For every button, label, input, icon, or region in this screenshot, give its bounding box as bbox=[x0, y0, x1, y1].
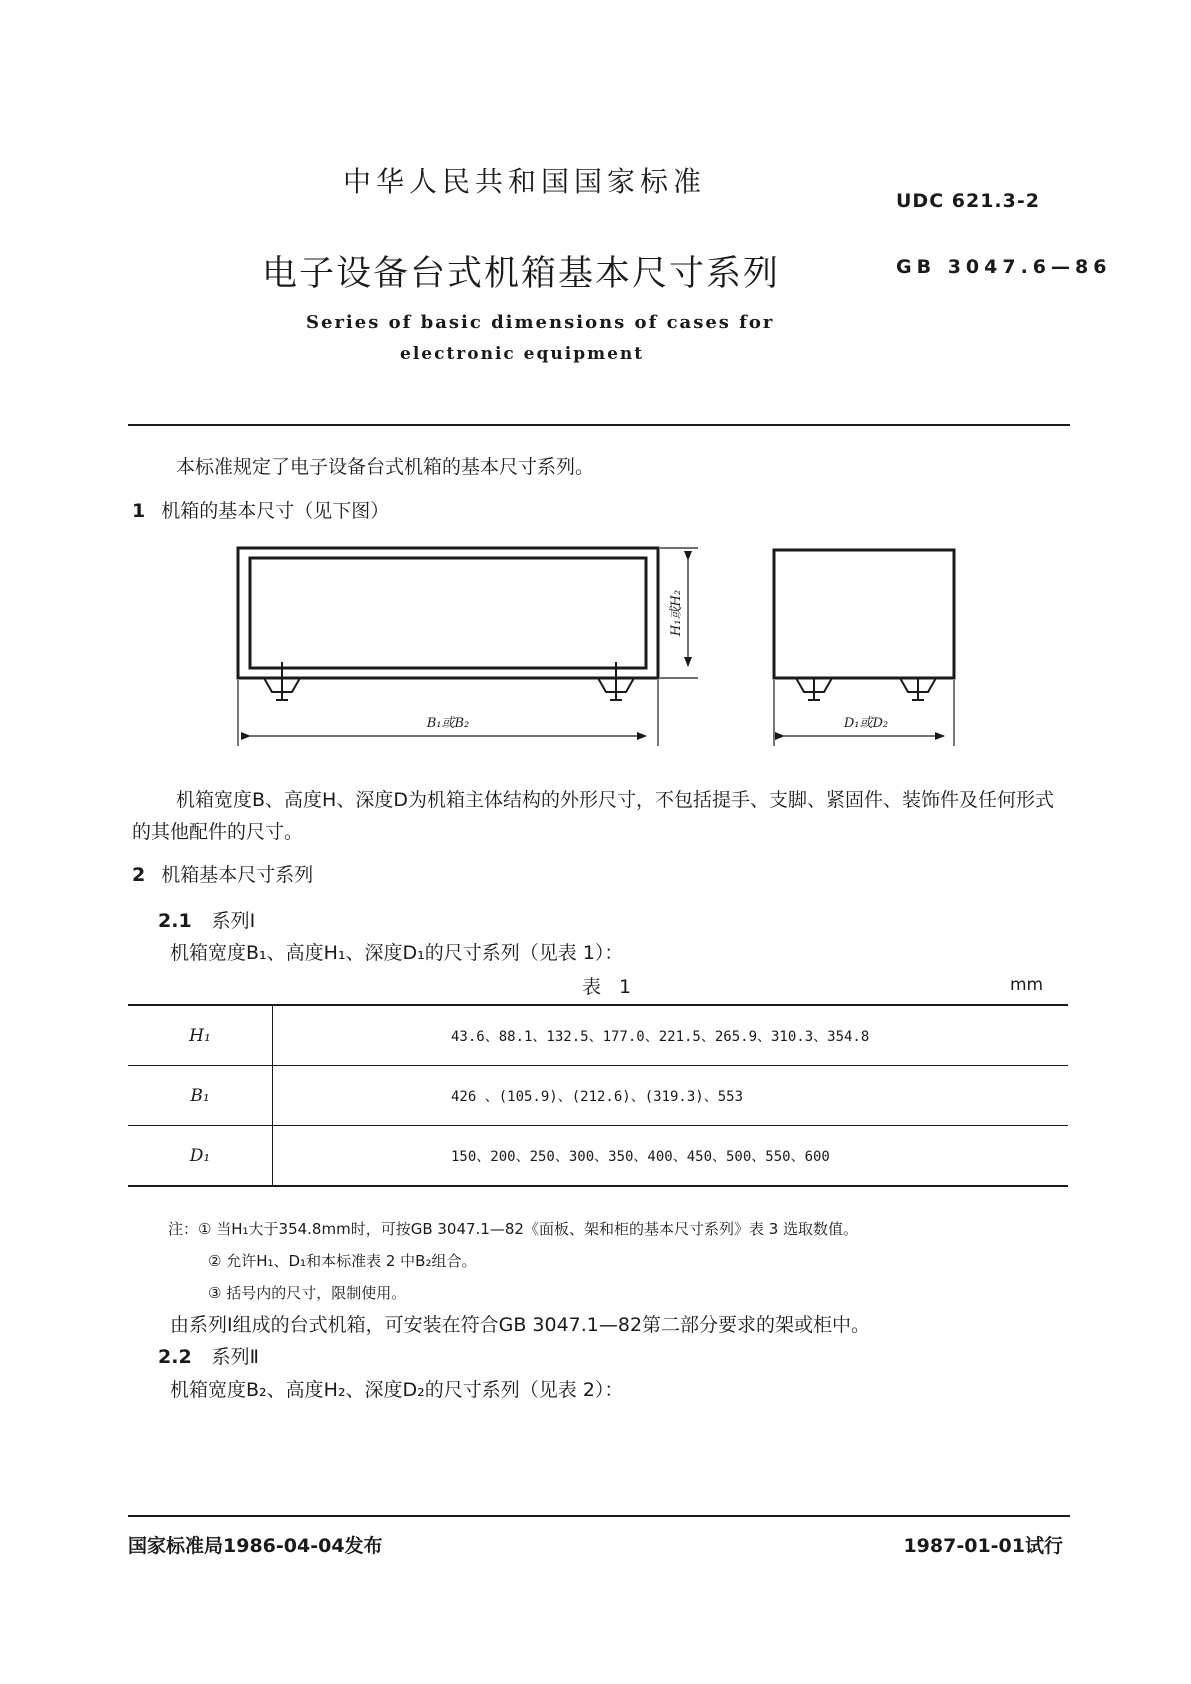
table-row bbox=[128, 1005, 1068, 1066]
section-2-1-heading bbox=[158, 906, 255, 933]
table-row bbox=[128, 1066, 1068, 1126]
width-dimension-line bbox=[238, 680, 658, 746]
section-2-heading bbox=[132, 860, 313, 887]
table-notes bbox=[168, 1213, 858, 1309]
table-1-unit: mm bbox=[1010, 975, 1044, 995]
table-1 bbox=[128, 1004, 1068, 1187]
table-param-cell: H₁ bbox=[128, 1005, 273, 1066]
section-2-2-description: 机箱宽度B₂、高度H₂、深度D₂的尺寸系列（见表 2）： bbox=[170, 1379, 624, 1401]
section-1-title: 机箱的基本尺寸（见下图） bbox=[161, 500, 390, 522]
note-text: ① 当H₁大于354.8mm时，可按GB 3047.1—82《面板、架和柜的基本尺寸系列》表 3 选取数值。 bbox=[198, 1220, 859, 1238]
section-2-title: 机箱基本尺寸系列 bbox=[161, 864, 314, 886]
table-values-cell: 426 、(105.9)、(212.6)、(319.3)、553 bbox=[273, 1066, 1069, 1126]
section-1-heading bbox=[132, 496, 389, 523]
footer-divider bbox=[128, 1515, 1070, 1517]
section-2-1-description: 机箱宽度B₁、高度H₁、深度D₁的尺寸系列（见表 1）： bbox=[170, 942, 624, 964]
table-values-cell: 150、200、250、300、350、400、450、500、550、600 bbox=[273, 1126, 1069, 1187]
depth-dimension-line bbox=[774, 680, 954, 746]
side-right-foot bbox=[900, 678, 936, 700]
width-label: B₁或B₂ bbox=[426, 716, 470, 731]
publish-info: 国家标准局1986-04-04发布 bbox=[128, 1535, 383, 1557]
section-2-1-number: 2.1 bbox=[158, 910, 192, 932]
note-item: ③ 括号内的尺寸，限制使用。 bbox=[208, 1284, 407, 1302]
document-title-en-line1: Series of basic dimensions of cases for bbox=[306, 312, 775, 333]
side-left-foot bbox=[796, 678, 832, 700]
table-param-cell: B₁ bbox=[128, 1066, 273, 1126]
implement-info: 1987-01-01试行 bbox=[903, 1535, 1063, 1557]
table-1-caption: 表 1 bbox=[582, 976, 638, 998]
section-2-2-heading bbox=[158, 1342, 259, 1369]
depth-label: D₁或D₂ bbox=[843, 716, 889, 731]
table-values-cell: 43.6、88.1、132.5、177.0、221.5、265.9、310.3、354.8 bbox=[451, 1028, 870, 1045]
dimension-description: 机箱宽度B、高度H、深度D为机箱主体结构的外形尺寸，不包括提手、支脚、紧固件、装饰件及任何形式的其他配件的尺寸。 bbox=[132, 789, 1054, 843]
header-divider bbox=[128, 424, 1070, 426]
section-2-number: 2 bbox=[132, 864, 146, 886]
section-2-2-title: 系列Ⅱ bbox=[211, 1346, 260, 1368]
case-dimension-figure bbox=[228, 540, 988, 756]
table-param-cell: D₁ bbox=[128, 1126, 273, 1187]
intro-paragraph: 本标准规定了电子设备台式机箱的基本尺寸系列。 bbox=[176, 456, 595, 478]
section-2-2-number: 2.2 bbox=[158, 1346, 192, 1368]
front-outer-outline bbox=[238, 548, 658, 678]
section-1-number: 1 bbox=[132, 500, 146, 522]
document-title-en-line2: electronic equipment bbox=[400, 344, 645, 364]
assembly-paragraph: 由系列Ⅰ组成的台式机箱，可安装在符合GB 3047.1—82第二部分要求的架或柜中。 bbox=[170, 1314, 871, 1336]
udc-code: UDC 621.3-2 bbox=[896, 190, 1040, 212]
section-2-1-title: 系列Ⅰ bbox=[211, 910, 256, 932]
note-prefix: 注： bbox=[168, 1220, 199, 1238]
note-item bbox=[168, 1213, 858, 1245]
note-item: ② 允许H₁、D₁和本标准表 2 中B₂组合。 bbox=[208, 1252, 477, 1270]
standard-country-title: 中华人民共和国国家标准 bbox=[343, 165, 707, 198]
front-inner-panel bbox=[250, 558, 646, 668]
document-title-cn: 电子设备台式机箱基本尺寸系列 bbox=[262, 254, 781, 294]
gb-code: GB 3047.6—86 bbox=[896, 256, 1112, 278]
side-outline bbox=[774, 550, 954, 678]
height-label: H₁或H₂ bbox=[669, 589, 684, 637]
table-row bbox=[128, 1126, 1068, 1187]
